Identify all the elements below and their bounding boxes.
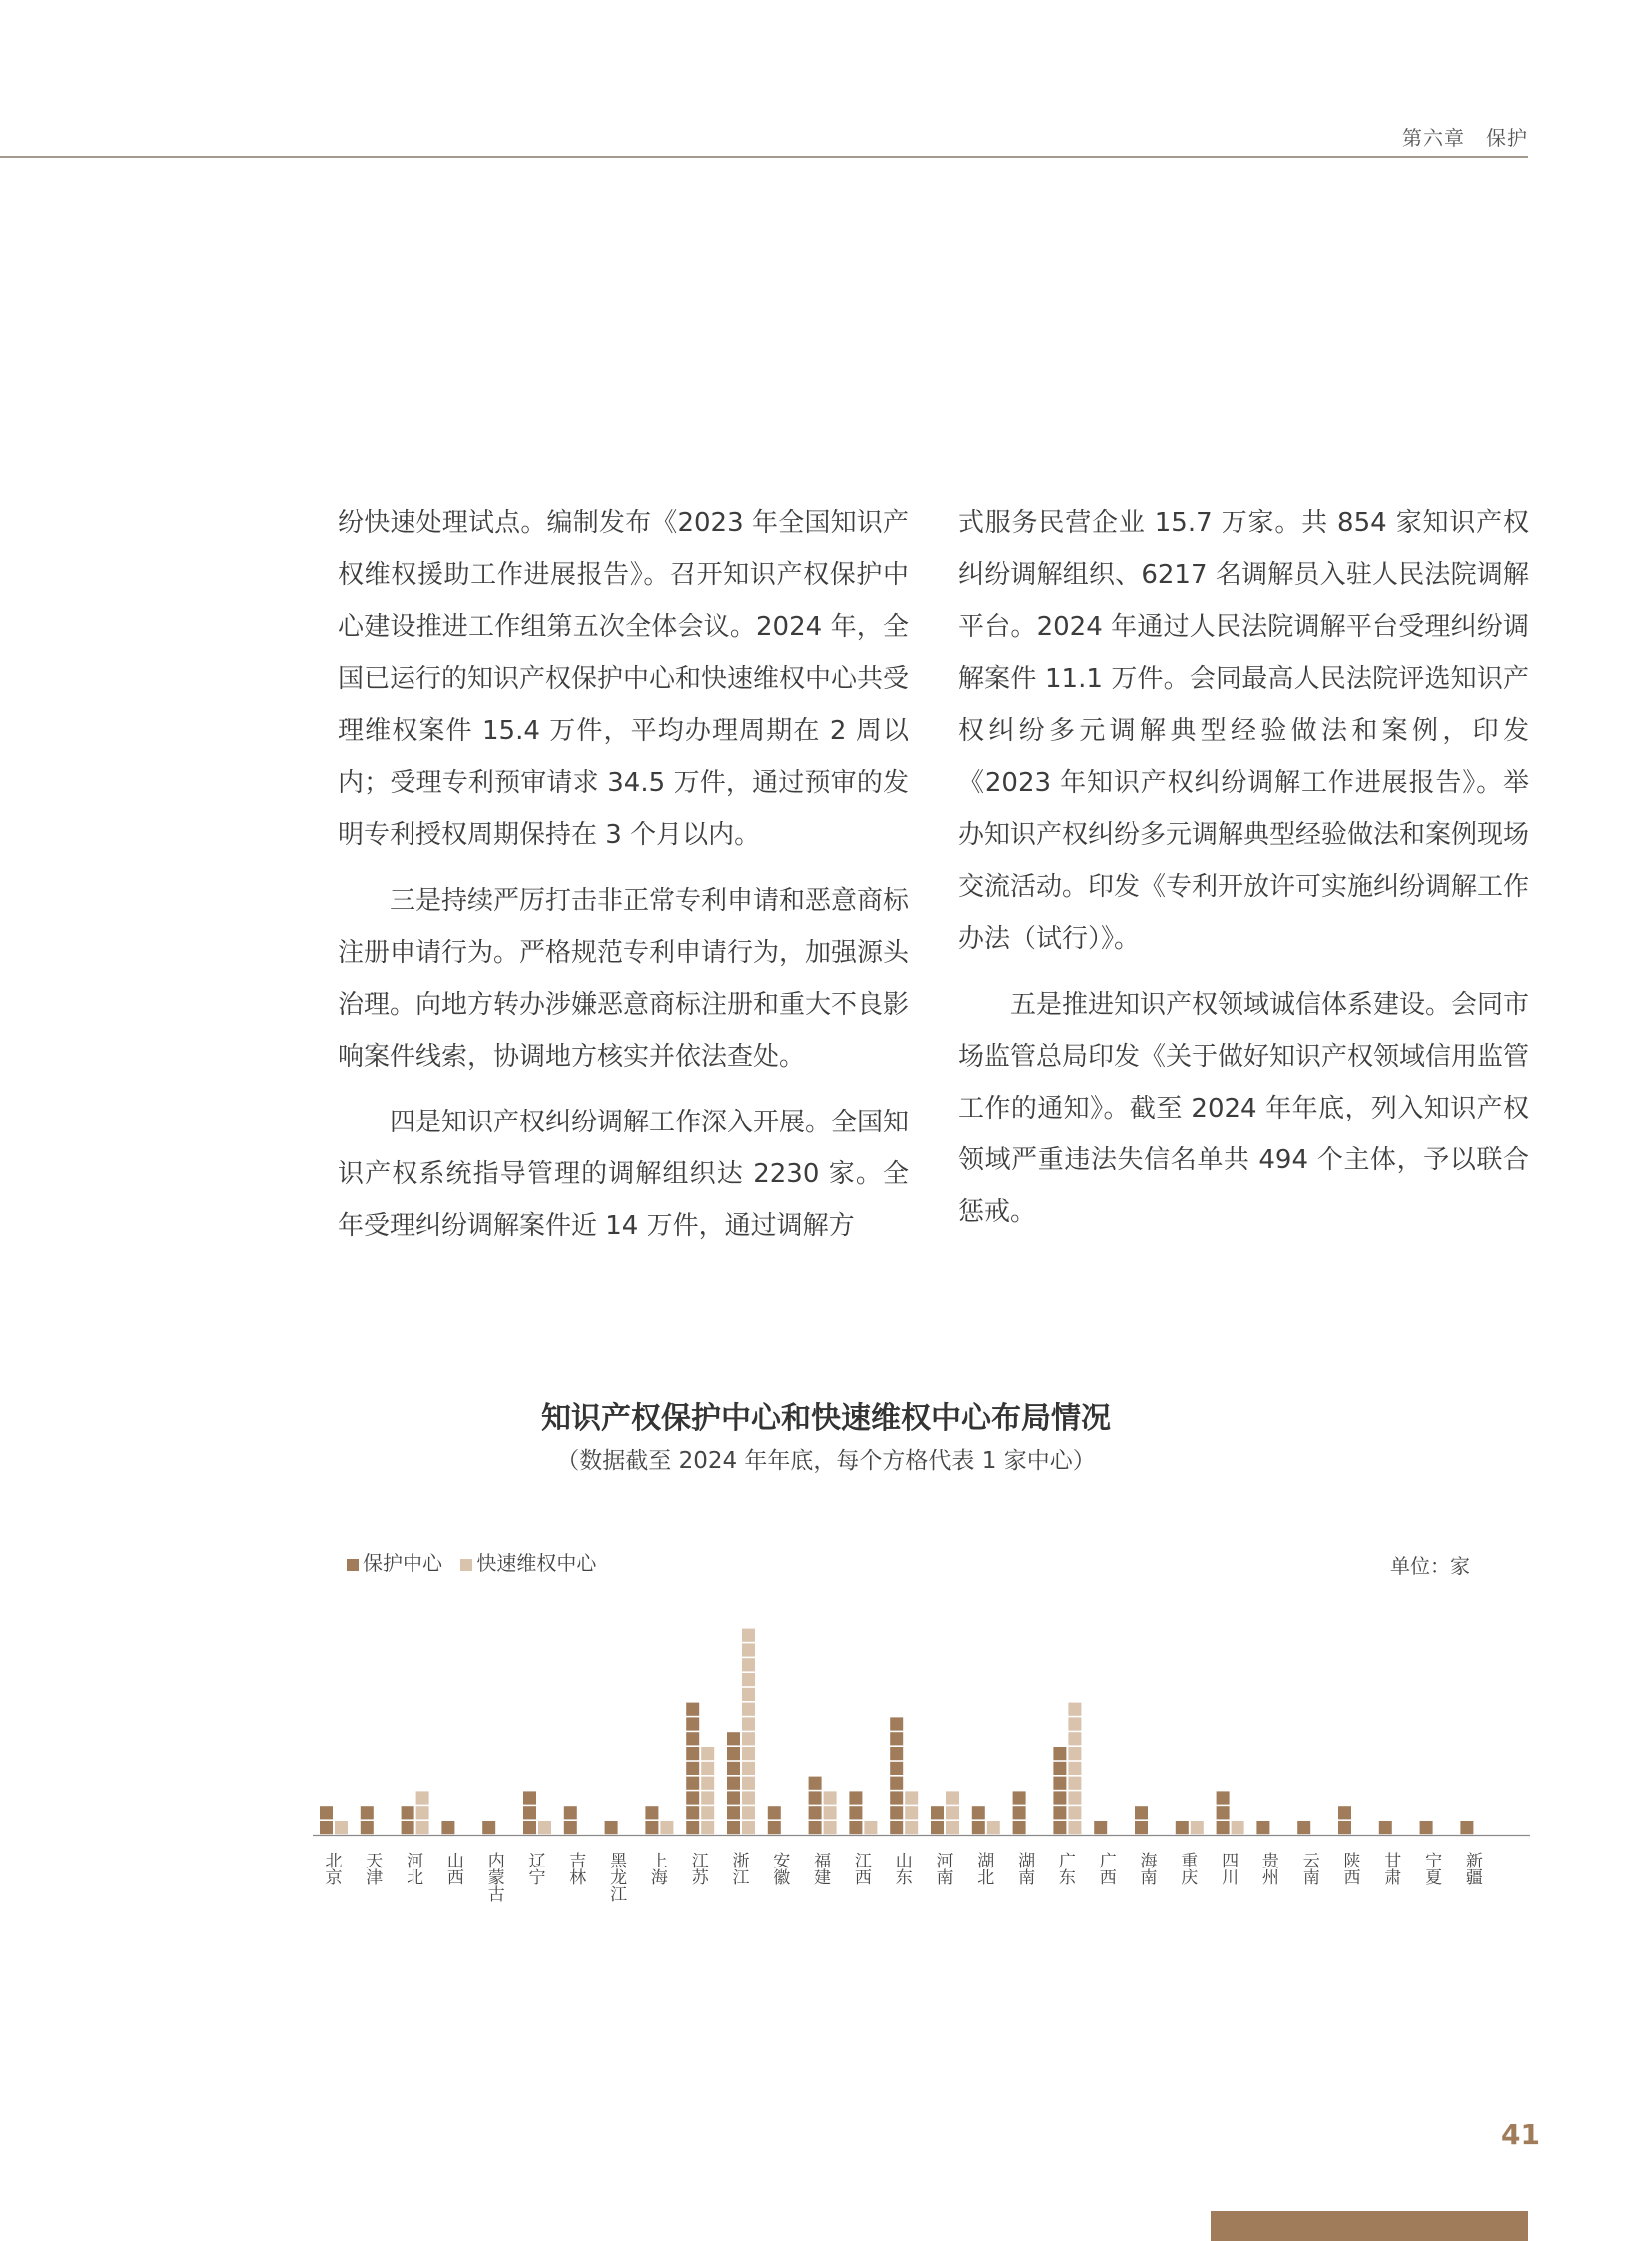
waffle-square — [1013, 1821, 1026, 1834]
waffle-square — [416, 1791, 429, 1804]
waffle-square — [727, 1732, 740, 1745]
waffle-square — [1068, 1717, 1081, 1730]
waffle-square — [523, 1821, 536, 1834]
bar-rapid-21 — [1191, 1821, 1204, 1834]
x-tick-label: 安徽 — [773, 1852, 791, 1888]
bar-protection-3 — [441, 1821, 454, 1834]
waffle-square — [890, 1821, 903, 1834]
waffle-square — [1053, 1762, 1066, 1775]
bar-protection-16 — [972, 1806, 985, 1834]
waffle-square — [742, 1821, 755, 1834]
waffle-square — [686, 1806, 699, 1819]
waffle-square — [1379, 1821, 1392, 1834]
waffle-square — [742, 1777, 755, 1790]
waffle-square — [1068, 1821, 1081, 1834]
waffle-square — [701, 1762, 714, 1775]
waffle-square — [905, 1821, 918, 1834]
waffle-square — [742, 1658, 755, 1671]
waffle-square — [824, 1806, 837, 1819]
waffle-square — [768, 1806, 781, 1819]
waffle-square — [809, 1791, 822, 1804]
waffle-square — [946, 1821, 959, 1834]
chart-subtitle: （数据截至 2024 年年底，每个方格代表 1 家中心） — [556, 1448, 1096, 1474]
waffle-square — [701, 1821, 714, 1834]
x-tick-label: 甘肃 — [1384, 1852, 1402, 1888]
waffle-square — [972, 1821, 985, 1834]
waffle-square — [320, 1821, 333, 1834]
waffle-square — [701, 1806, 714, 1819]
x-tick-label: 上海 — [650, 1852, 668, 1888]
chart-title: 知识产权保护中心和快速维权中心布局情况 — [541, 1401, 1111, 1436]
x-tick-label: 海南 — [1140, 1852, 1158, 1888]
waffle-square — [335, 1821, 348, 1834]
waffle-square — [824, 1821, 837, 1834]
x-tick-label: 湖南 — [1018, 1852, 1036, 1888]
waffle-square — [686, 1791, 699, 1804]
bar-protection-8 — [645, 1806, 658, 1834]
x-tick-label: 贵州 — [1261, 1852, 1279, 1888]
bar-protection-15 — [931, 1806, 944, 1834]
waffle-square — [809, 1821, 822, 1834]
waffle-square — [768, 1821, 781, 1834]
waffle-square — [890, 1777, 903, 1790]
bar-rapid-16 — [987, 1821, 1000, 1834]
waffle-square — [416, 1806, 429, 1819]
x-tick-label: 吉林 — [569, 1852, 587, 1888]
waffle-square — [482, 1821, 495, 1834]
bar-protection-4 — [482, 1821, 495, 1834]
chapter-label: 第六章 保护 — [1402, 126, 1528, 150]
bar-rapid-14 — [905, 1791, 918, 1834]
waffle-square — [742, 1762, 755, 1775]
waffle-square — [1338, 1806, 1351, 1819]
waffle-square — [742, 1791, 755, 1804]
waffle-square — [686, 1747, 699, 1760]
bar-protection-17 — [1013, 1791, 1026, 1834]
waffle-square — [686, 1777, 699, 1790]
waffle-square — [523, 1806, 536, 1819]
x-tick-label: 福建 — [814, 1852, 832, 1888]
chart-unit-label: 单位：家 — [1390, 1554, 1470, 1578]
waffle-square — [742, 1747, 755, 1760]
waffle-square — [987, 1821, 1000, 1834]
bar-rapid-13 — [864, 1821, 877, 1834]
x-tick-label: 浙江 — [732, 1852, 750, 1888]
waffle-square — [742, 1732, 755, 1745]
waffle-square — [1217, 1821, 1230, 1834]
waffle-square — [742, 1703, 755, 1716]
waffle-square — [686, 1717, 699, 1730]
waffle-square — [1068, 1703, 1081, 1716]
waffle-square — [1094, 1821, 1107, 1834]
waffle-square — [890, 1747, 903, 1760]
paragraph: 三是持续严厉打击非正常专利申请和恶意商标注册申请行为。严格规范专利申请行为，加强源头治理。向地方转办涉嫌恶意商标注册和重大不良影响案件线索，协调地方核实并依法查处。 — [338, 886, 910, 1072]
waffle-square — [742, 1673, 755, 1686]
bar-protection-18 — [1053, 1747, 1066, 1834]
waffle-square — [905, 1806, 918, 1819]
waffle-square — [946, 1806, 959, 1819]
waffle-square — [645, 1821, 658, 1834]
bar-protection-27 — [1420, 1821, 1433, 1834]
bar-protection-21 — [1176, 1821, 1189, 1834]
waffle-square — [564, 1806, 577, 1819]
waffle-square — [742, 1717, 755, 1730]
x-tick-label: 广西 — [1099, 1852, 1117, 1888]
bar-protection-25 — [1338, 1806, 1351, 1834]
bar-protection-13 — [849, 1791, 862, 1834]
waffle-square — [1460, 1821, 1473, 1834]
waffle-square — [1053, 1747, 1066, 1760]
paragraph: 五是推进知识产权领域诚信体系建设。会同市场监管总局印发《关于做好知识产权领域信用监管工作的通知》。截至 2024 年年底，列入知识产权领域严重违法失信名单共 494 个主体，予以联合惩戒。 — [958, 990, 1530, 1227]
waffle-square — [361, 1806, 374, 1819]
waffle-square — [946, 1791, 959, 1804]
waffle-square — [1191, 1821, 1204, 1834]
bar-protection-26 — [1379, 1821, 1392, 1834]
bar-rapid-2 — [416, 1791, 429, 1834]
waffle-square — [1053, 1777, 1066, 1790]
waffle-square — [1068, 1747, 1081, 1760]
waffle-square — [1053, 1806, 1066, 1819]
waffle-square — [1068, 1762, 1081, 1775]
bar-rapid-15 — [946, 1791, 959, 1834]
waffle-square — [972, 1806, 985, 1819]
waffle-square — [890, 1717, 903, 1730]
waffle-square — [727, 1777, 740, 1790]
waffle-square — [1068, 1777, 1081, 1790]
x-tick-label: 湖北 — [977, 1852, 995, 1888]
waffle-square — [701, 1747, 714, 1760]
x-tick-label: 四川 — [1222, 1852, 1239, 1888]
waffle-square — [564, 1821, 577, 1834]
waffle-square — [1068, 1732, 1081, 1745]
waffle-square — [1135, 1806, 1148, 1819]
waffle-square — [701, 1777, 714, 1790]
waffle-square — [686, 1821, 699, 1834]
waffle-square — [727, 1806, 740, 1819]
x-tick-label: 广东 — [1058, 1852, 1076, 1888]
waffle-square — [1053, 1821, 1066, 1834]
x-tick-label: 云南 — [1302, 1852, 1320, 1888]
bar-protection-0 — [320, 1806, 333, 1834]
bar-protection-1 — [361, 1806, 374, 1834]
bar-protection-24 — [1297, 1821, 1310, 1834]
bar-rapid-12 — [824, 1791, 837, 1834]
waffle-square — [538, 1821, 551, 1834]
waffle-square — [1297, 1821, 1310, 1834]
bar-rapid-22 — [1232, 1821, 1244, 1834]
waffle-square — [849, 1806, 862, 1819]
waffle-square — [727, 1747, 740, 1760]
x-tick-label: 山西 — [446, 1852, 464, 1888]
bar-protection-9 — [686, 1703, 699, 1835]
bar-protection-19 — [1094, 1821, 1107, 1834]
waffle-square — [320, 1806, 333, 1819]
bar-protection-12 — [809, 1777, 822, 1835]
waffle-square — [890, 1806, 903, 1819]
bar-protection-10 — [727, 1732, 740, 1834]
waffle-square — [864, 1821, 877, 1834]
waffle-square — [1338, 1821, 1351, 1834]
waffle-square — [441, 1821, 454, 1834]
x-tick-label: 新疆 — [1465, 1852, 1483, 1888]
waffle-square — [742, 1643, 755, 1656]
waffle-square — [1068, 1806, 1081, 1819]
waffle-square — [1232, 1821, 1244, 1834]
waffle-square — [890, 1732, 903, 1745]
waffle-square — [742, 1688, 755, 1701]
waffle-square — [905, 1791, 918, 1804]
x-tick-label: 山东 — [895, 1852, 913, 1888]
x-tick-label: 宁夏 — [1425, 1852, 1443, 1888]
waffle-square — [727, 1791, 740, 1804]
x-tick-label: 内蒙古 — [487, 1852, 505, 1905]
waffle-square — [727, 1762, 740, 1775]
x-tick-label: 陕西 — [1343, 1852, 1361, 1888]
x-tick-label: 黑龙江 — [610, 1852, 628, 1905]
waffle-square — [1053, 1791, 1066, 1804]
waffle-square — [1013, 1806, 1026, 1819]
bar-protection-14 — [890, 1717, 903, 1834]
bar-rapid-0 — [335, 1821, 348, 1834]
waffle-square — [742, 1629, 755, 1642]
waffle-square — [686, 1703, 699, 1716]
bar-protection-28 — [1460, 1821, 1473, 1834]
bar-protection-22 — [1217, 1791, 1230, 1834]
x-tick-label: 江西 — [854, 1852, 872, 1888]
waffle-square — [1176, 1821, 1189, 1834]
bar-rapid-5 — [538, 1821, 551, 1834]
bar-rapid-9 — [701, 1747, 714, 1834]
waffle-square — [1068, 1791, 1081, 1804]
bar-rapid-8 — [660, 1821, 673, 1834]
x-tick-label: 辽宁 — [528, 1852, 546, 1888]
waffle-square — [645, 1806, 658, 1819]
x-tick-label: 河北 — [407, 1852, 424, 1888]
legend-label: 快速维权中心 — [476, 1551, 597, 1575]
waffle-square — [824, 1791, 837, 1804]
waffle-square — [686, 1732, 699, 1745]
x-tick-label: 重庆 — [1181, 1852, 1199, 1888]
bar-protection-6 — [564, 1806, 577, 1834]
waffle-square — [890, 1791, 903, 1804]
waffle-square — [660, 1821, 673, 1834]
waffle-square — [931, 1821, 944, 1834]
footer-bar — [1211, 2211, 1528, 2241]
waffle-square — [1420, 1821, 1433, 1834]
page-number: 41 — [1501, 2118, 1540, 2151]
waffle-square — [523, 1791, 536, 1804]
bar-protection-11 — [768, 1806, 781, 1834]
x-tick-label: 河南 — [936, 1852, 954, 1888]
waffle-square — [931, 1806, 944, 1819]
waffle-square — [742, 1806, 755, 1819]
paragraph: 纷快速处理试点。编制发布《2023 年全国知识产权维权援助工作进展报告》。召开知识产权保护中心建设推进工作组第五次全体会议。2024 年，全国已运行的知识产权保护中心和快速维权中心共受理维权案件 15.4 万件，平均办理周期在 2 周以内；受理专利预审请求 34.5 万件，通过预审的发明专利授权周期保持在 3 个月以内。 — [338, 508, 910, 850]
waffle-square — [1217, 1806, 1230, 1819]
x-tick-label: 江苏 — [691, 1852, 709, 1888]
legend-label: 保护中心 — [363, 1551, 442, 1575]
bar-rapid-10 — [742, 1629, 755, 1835]
waffle-square — [361, 1821, 374, 1834]
bar-protection-7 — [605, 1821, 618, 1834]
bar-protection-2 — [402, 1806, 414, 1834]
bar-rapid-18 — [1068, 1703, 1081, 1835]
waffle-square — [605, 1821, 618, 1834]
bar-protection-5 — [523, 1791, 536, 1834]
waffle-square — [402, 1806, 414, 1819]
waffle-square — [727, 1821, 740, 1834]
waffle-square — [1217, 1791, 1230, 1804]
waffle-square — [1256, 1821, 1269, 1834]
waffle-square — [890, 1762, 903, 1775]
waffle-square — [402, 1821, 414, 1834]
x-tick-label: 天津 — [366, 1852, 384, 1888]
waffle-square — [686, 1762, 699, 1775]
waffle-square — [849, 1821, 862, 1834]
x-tick-label: 北京 — [325, 1852, 343, 1888]
paragraph: 式服务民营企业 15.7 万家。共 854 家知识产权纠纷调解组织、6217 名调解员入驻人民法院调解平台。2024 年通过人民法院调解平台受理纠纷调解案件 11.1 万件。会同最高人民法院评选知识产权纠纷多元调解典型经验做法和案例，印发《2023 年知识产权纠纷调解工作进展报告》。举办知识产权纠纷多元调解典型经验做法和案例现场交流活动。印发《专利开放许可实施纠纷调解工作办法（试行）》。 — [958, 508, 1530, 954]
waffle-square — [1135, 1821, 1148, 1834]
waffle-square — [849, 1791, 862, 1804]
waffle-square — [416, 1821, 429, 1834]
waffle-square — [809, 1806, 822, 1819]
bar-protection-23 — [1256, 1821, 1269, 1834]
waffle-square — [701, 1791, 714, 1804]
waffle-square — [809, 1777, 822, 1790]
waffle-square — [1013, 1791, 1026, 1804]
paragraph: 四是知识产权纠纷调解工作深入开展。全国知识产权系统指导管理的调解组织达 2230 家。全年受理纠纷调解案件近 14 万件，通过调解方 — [338, 1108, 910, 1241]
bar-protection-20 — [1135, 1806, 1148, 1834]
